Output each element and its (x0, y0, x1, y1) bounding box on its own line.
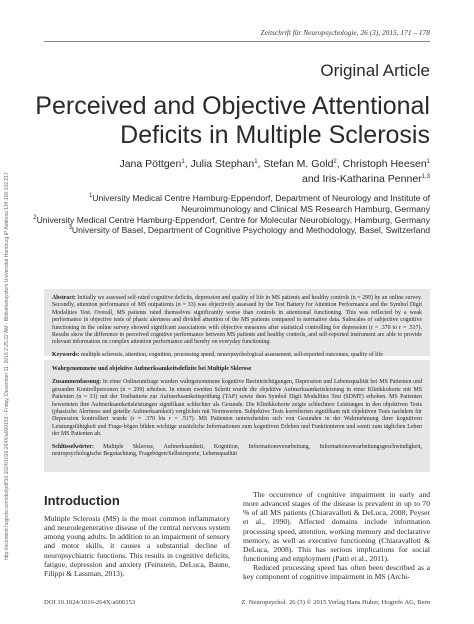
affiliation-text: University Medical Centre Hamburg-Eppendorf, Centre for Molecular Neurobiology, Hamburg, Germany (36, 214, 430, 225)
keywords-paragraph (52, 352, 422, 359)
author-affiliation-mark: 1 (426, 159, 430, 165)
author-name: Christoph Heesen (342, 158, 427, 170)
publisher-credit: Z. Neuropsychol. 26 (3) © 2015 Verlag Hans Huber, Hogrefe AG, Bern (241, 599, 430, 606)
right-column (243, 490, 430, 582)
author-name: Stefan M. Gold (263, 158, 334, 170)
affiliation-number: 2 (33, 214, 37, 221)
author-name: Jana Pöttgen (119, 158, 182, 170)
abstract-box (44, 289, 430, 356)
abstract-text: Initially we assessed self-rated cognitive deficits, depression and quality of life in MS patients and healthy controls (n = 299) by an online survey. Secondly, attention performance of MS outpatients (n = 33) was objectively assessed by the Test Battery for Attention Performance and the Symbol Digit Modalities Test. Overall, MS patients rated themselves significantly worse than controls in attentional functioning. This was reflected by a weak performance in objective tests of phasic alertness and divided attention of the MS patients compared to normative data. Subscales of subjective cognitive functioning in the online survey showed significant associations with objective measures after statistical controlling for depression (r = .370 to r = .517). Results show the difference in perceived cognitive performance between MS patients and healthy controls, and self-reported instrument are able to provide relevant information on complex attention performance and hereby on everyday functioning. (52, 295, 422, 346)
affiliation-item (30, 215, 430, 226)
german-title: Wahrgenommene und objektive Aufmerksamkeitsdefizite bei Multiple Sklerose (52, 366, 252, 372)
keywords-text: multiple sclerosis, attention, cognition, processing speed, neuropsychological assessment, self-reported outcomes, quality of life (79, 351, 383, 358)
german-summary-paragraph (52, 379, 422, 438)
german-summary-label: Zusammenfassung: (52, 379, 102, 386)
german-abstract-box (44, 360, 430, 472)
body-paragraph: Reduced processing speed has often been described as a key component of cognitive impairment in MS (Archi- (243, 563, 430, 582)
german-keywords-paragraph (52, 444, 422, 459)
abstract-label: Abstract: (52, 295, 76, 301)
doi-link[interactable]: DOI 10.1024/1016-264X/a000153 (44, 599, 136, 606)
article-title: Perceived and Objective Attentional Deficits in Multiple Sclerosis (35, 92, 430, 149)
body-paragraph: The occurrence of cognitive impairment in early and more advanced stages of the disease is prevalent in up to 70 % of all MS patients (Chiaravalloti & DeLuca, 2008; Peyser et al., 1990). Affected domains include information processing speed, attention, working memory and declarative memory, as well as executive functioning (Chiaravalloti & DeLuca, 2008). This has serious implications for social functioning and employment (Patti et al., 2011). (243, 490, 430, 564)
affiliation-number: 1 (88, 193, 93, 199)
author-line-1: Jana Pöttgen$^1$, Julia Stephan$^1$, Stefan M. Gold$^2$, Christoph Heesen$^1$ (119, 158, 430, 170)
keywords-label: Keywords: (52, 351, 80, 358)
affiliation-item (30, 225, 430, 236)
author-affiliation-mark: 2 (333, 159, 337, 165)
author-affiliation-mark: 1,3 (421, 174, 430, 180)
affiliation-list (30, 193, 430, 236)
author-affiliation-mark: 1 (254, 159, 258, 165)
affiliation-item (30, 193, 430, 215)
author-conjunction: and (302, 173, 323, 185)
article-type: Original Article (320, 61, 430, 80)
author-line-2 (30, 172, 430, 187)
affiliation-number: 3 (68, 225, 72, 232)
introduction-heading: Introduction (44, 493, 120, 508)
author-name: Julia Stephan (190, 158, 255, 170)
left-column (44, 493, 230, 578)
download-watermark: http://econtent.hogrefe.com/doi/pdf/10.1024/1016-264X/a000153 - Friday, December 11, 2015 2:25:22 AM - Bibliotheksystem Universitat Hamburg IP Address:134.100.102.217 (4, 172, 10, 560)
affiliation-text: University Medical Centre Hamburg-Eppendorf, Department of Neurology and Institute of Neuroimmunology and Clinical MS Research Hamburg, Germany (92, 193, 430, 214)
author-list (30, 157, 430, 187)
author-name: Iris-Katharina Penner (322, 173, 422, 185)
page-footer (44, 599, 430, 606)
german-keywords-text: Multiple Sklerose, Aufmerksamkeit, Kognition, Informationsverarbeitung, Informationsverarbeitungsgeschwindigkeit, neuropsychologische Begutachtung, Fragebögen/Selbstreporte, Lebensqualität (52, 443, 422, 458)
abstract-paragraph (52, 295, 422, 347)
intro-paragraph: Multiple Sclerosis (MS) is the most common inflammatory and neurodegenerative disease of the central nervous system among young adults. In addition to an impairment of sensory and motor skills, it causes a substantial decline of neuropsychiatric functions. This results in cognitive deficits, fatigue, depression and anxiety (Feinstein, DeLuca, Baune, Filippi & Lassman, 2013). (44, 514, 230, 578)
affiliation-text: University of Basel, Department of Cognitive Psychology and Methodology, Basel, Switzerland (71, 225, 430, 236)
running-head: Zeitschrift für Neuropsychologie, 26 (3), 2015, 171 – 178 (260, 28, 430, 37)
author-affiliation-mark: 1 (181, 159, 185, 165)
header-rule (44, 41, 430, 42)
german-keywords-label: Schlüsselwörter: (52, 443, 94, 450)
german-summary-text: In einer Onlineumfrage wurden wahrgenommene kognitive Beeinträchtigungen, Depression und Lebensqualität bei MS Patienten und gesunden Kontrollpersonen (n = 299) erhoben. In einem zweiten Schritt wurde die objektive Aufmerksamkeitsleistung in einer Klinikkohorte mit MS Patienten (n = 33) mit der Testbatterie zur Aufmerksamkeitsprüfung (TAP) sowie dem Symbol Digit Modalities Test (SDMT) erhoben. MS Patienten bewerteten ihre Aufmerksamkeitsleistungen signifikant schlechter als Gesunde. Die Klinikkohorte zeigte schlechtere Leistungen in den objektiven Tests (phasische Alertness und geteilte Aufmerksamkeit) verglichen mit Normwerten. Subjektive Tests korrelierten signifikant mit objektiven Tests nachdem für Depression kontrolliert wurde (r = .370 bis r = .517). MS Patienten unterscheiden sich von Gesunden in der Wahrnehmung ihrer kognitiven Leistungsfähigkeit und Frage-bögen bilden wichtige zusätzliche Informationen zum kognitiven Erleben und Funktionieren und somit zum täglichen Leben der MS Patienten ab. (52, 379, 422, 438)
